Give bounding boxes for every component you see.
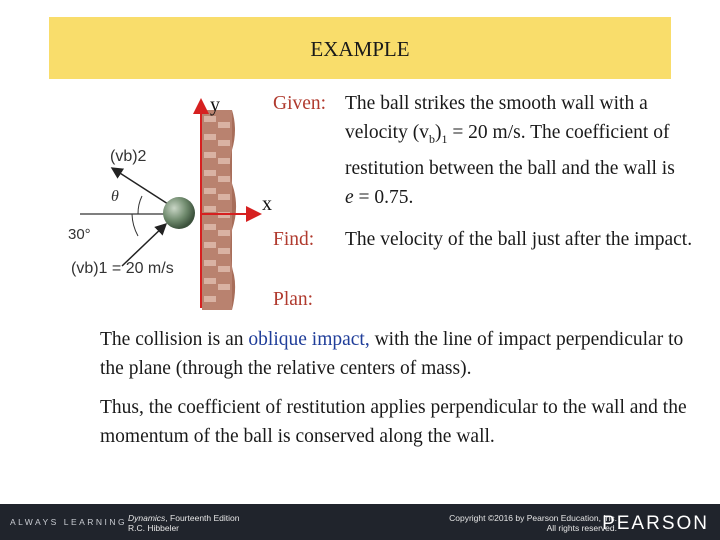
book-title: Dynamics [128,513,166,523]
book-author: R.C. Hibbeler [128,523,180,533]
find-label: Find: [273,229,315,250]
find-text: The velocity of the ball just after the impact. [345,229,693,250]
incoming-velocity-label: (vb)1 = 20 m/s [71,260,174,277]
given-text-part: = 0.75. [353,186,414,208]
outgoing-velocity-label: (vb)2 [110,148,147,165]
restitution-symbol: e [345,186,354,208]
angle-label: 30° [68,226,91,243]
ball [163,197,195,229]
copyright-notice [449,513,617,533]
given-text-part: = 20 m/s. The coefficient of restitution between the ball and the wall is [345,122,675,179]
given-text-part: The ball strikes the smooth wall with a velocity (v [345,93,648,143]
book-credit [128,513,240,533]
given-text-part: ) [434,122,442,143]
outgoing-velocity-arrow [112,168,168,204]
paragraph-text: The collision is an [100,329,249,350]
y-axis-label: y [210,94,220,116]
given-text [345,89,685,212]
given-section [273,89,693,208]
oblique-impact-highlight: oblique impact, [248,329,370,350]
paragraph-text: with the line of impact perpendicular to the plane (through the relative centers of mass). [100,329,684,379]
angle-arc [132,214,138,236]
find-section [273,225,703,254]
plan-paragraph-2: Thus, the coefficient of restitution applies perpendicular to the wall and the momentum of the ball is conserved along the wall. [100,397,687,447]
copyright-line: Copyright ©2016 by Pearson Education, Inc. [449,513,617,523]
theta-label: θ [111,188,119,205]
footer-bar [0,504,720,540]
theta-arc [138,196,142,214]
rights-line: All rights reserved. [546,523,617,533]
brick-wall [202,110,236,310]
plan-paragraph-1 [100,325,710,383]
title-banner [49,17,671,79]
always-learning-label: ALWAYS LEARNING [10,517,128,527]
x-axis-label: x [262,193,272,215]
subscript-1: 1 [441,131,448,146]
subscript-b: b [428,131,435,146]
impact-diagram [60,90,280,315]
diagram-drawing [60,90,280,315]
given-label: Given: [273,93,327,114]
slide-title: EXAMPLE [310,37,410,61]
pearson-logo: PEARSON [602,513,709,534]
plan-label: Plan: [273,289,314,310]
book-edition: , Fourteenth Edition [165,513,240,523]
